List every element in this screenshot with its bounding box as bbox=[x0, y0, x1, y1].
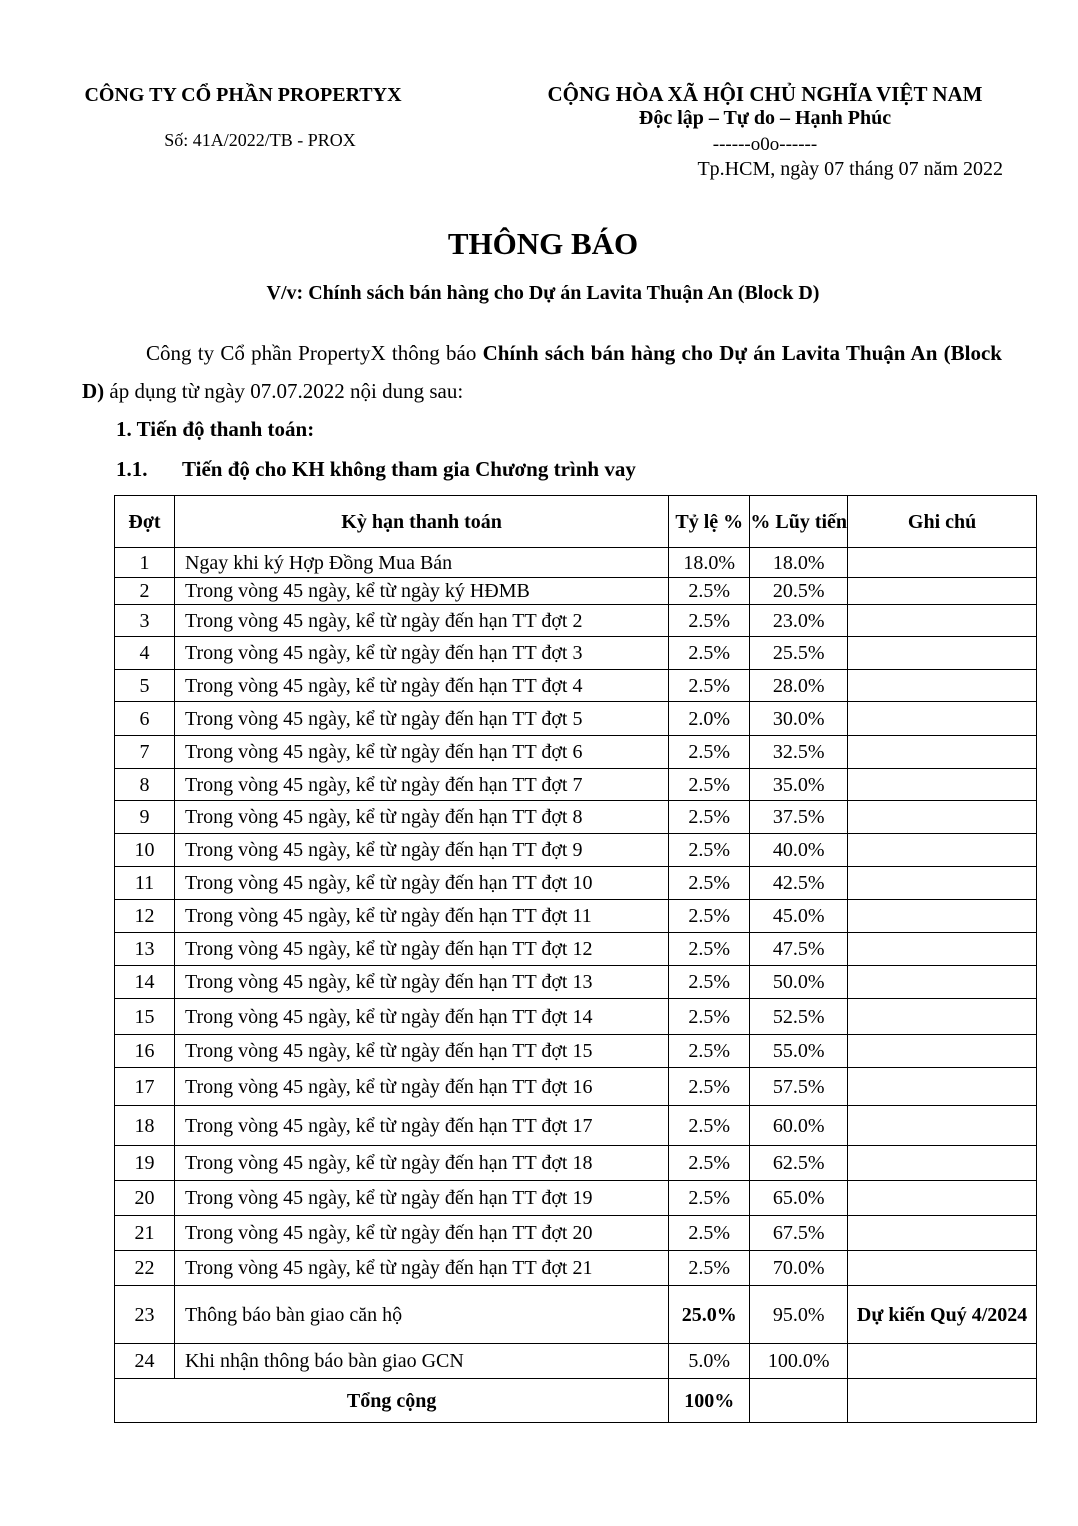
intro-text-2: áp dụng từ ngày 07.07.2022 nội dung sau: bbox=[104, 379, 464, 403]
national-motto: Độc lập – Tự do – Hạnh Phúc bbox=[638, 107, 892, 129]
cell-cumulative: 100.0% bbox=[750, 1344, 848, 1379]
cell-rate: 2.5% bbox=[669, 736, 750, 769]
cell-note bbox=[848, 966, 1037, 999]
cell-rate: 2.5% bbox=[669, 1068, 750, 1106]
cell-note bbox=[848, 670, 1037, 702]
document-subject: V/v: Chính sách bán hàng cho Dự án Lavita Thuận An (Block D) bbox=[266, 282, 820, 304]
cell-rate: 2.5% bbox=[669, 834, 750, 867]
cell-payment-term: Trong vòng 45 ngày, kể từ ngày đến hạn TT đợt 11 bbox=[174, 900, 668, 933]
subsection-title: Tiến độ cho KH không tham gia Chương trình vay bbox=[182, 457, 636, 481]
cell-note bbox=[848, 1181, 1037, 1216]
cell-cumulative: 55.0% bbox=[750, 1035, 848, 1068]
cell-installment: 10 bbox=[115, 834, 175, 867]
cell-cumulative: 52.5% bbox=[750, 999, 848, 1035]
table-total-row bbox=[115, 1379, 1037, 1423]
cell-installment: 20 bbox=[115, 1181, 175, 1216]
cell-rate: 2.5% bbox=[669, 1181, 750, 1216]
table-header-row bbox=[115, 496, 1037, 548]
cell-installment: 6 bbox=[115, 702, 175, 736]
cell-installment: 21 bbox=[115, 1216, 175, 1251]
cell-rate: 2.5% bbox=[669, 801, 750, 834]
cell-cumulative: 60.0% bbox=[750, 1106, 848, 1146]
table-row bbox=[115, 769, 1037, 801]
cell-note bbox=[848, 1035, 1037, 1068]
cell-note bbox=[848, 1344, 1037, 1379]
subsection-number: 1.1. bbox=[116, 457, 148, 481]
cell-payment-term: Trong vòng 45 ngày, kể từ ngày đến hạn TT đợt 2 bbox=[174, 605, 668, 637]
cell-installment: 16 bbox=[115, 1035, 175, 1068]
cell-installment: 5 bbox=[115, 670, 175, 702]
cell-cumulative: 37.5% bbox=[750, 801, 848, 834]
table-row bbox=[115, 670, 1037, 702]
cell-installment: 24 bbox=[115, 1344, 175, 1379]
cell-rate: 2.5% bbox=[669, 1035, 750, 1068]
cell-note bbox=[848, 1068, 1037, 1106]
header-payment-term: Kỳ hạn thanh toán bbox=[174, 496, 668, 548]
cell-installment: 23 bbox=[115, 1286, 175, 1344]
cell-installment: 4 bbox=[115, 637, 175, 670]
cell-installment: 8 bbox=[115, 769, 175, 801]
table-row bbox=[115, 1146, 1037, 1181]
cell-payment-term: Khi nhận thông báo bàn giao GCN bbox=[174, 1344, 668, 1379]
table-row bbox=[115, 578, 1037, 605]
cell-note bbox=[848, 801, 1037, 834]
cell-rate: 2.5% bbox=[669, 578, 750, 605]
table-row bbox=[115, 966, 1037, 999]
cell-installment: 17 bbox=[115, 1068, 175, 1106]
cell-note bbox=[848, 548, 1037, 578]
cell-payment-term: Trong vòng 45 ngày, kể từ ngày đến hạn TT đợt 3 bbox=[174, 637, 668, 670]
section-heading-payment-schedule: 1. Tiến độ thanh toán: bbox=[116, 417, 315, 441]
header-rate-label: Tỷ lệ % bbox=[675, 510, 744, 533]
table-row bbox=[115, 834, 1037, 867]
table-row bbox=[115, 637, 1037, 670]
cell-payment-term: Trong vòng 45 ngày, kể từ ngày đến hạn TT đợt 8 bbox=[174, 801, 668, 834]
cell-cumulative: 50.0% bbox=[750, 966, 848, 999]
cell-note bbox=[848, 900, 1037, 933]
cell-rate: 2.5% bbox=[669, 670, 750, 702]
subsection-heading bbox=[116, 457, 636, 482]
table-row bbox=[115, 1344, 1037, 1379]
table-row bbox=[115, 1035, 1037, 1068]
cell-rate: 2.5% bbox=[669, 999, 750, 1035]
cell-payment-term: Ngay khi ký Hợp Đồng Mua Bán bbox=[174, 548, 668, 578]
cell-note bbox=[848, 999, 1037, 1035]
table-row bbox=[115, 1286, 1037, 1344]
cell-rate: 2.5% bbox=[669, 1106, 750, 1146]
cell-installment: 14 bbox=[115, 966, 175, 999]
republic-heading: CỘNG HÒA XÃ HỘI CHỦ NGHĨA VIỆT NAM bbox=[547, 82, 983, 106]
cell-payment-term: Trong vòng 45 ngày, kể từ ngày đến hạn TT đợt 17 bbox=[174, 1106, 668, 1146]
header-note: Ghi chú bbox=[848, 496, 1037, 548]
intro-paragraph bbox=[82, 334, 1002, 410]
cell-payment-term: Trong vòng 45 ngày, kể từ ngày đến hạn TT đợt 15 bbox=[174, 1035, 668, 1068]
cell-rate: 2.5% bbox=[669, 1216, 750, 1251]
cell-rate: 5.0% bbox=[669, 1344, 750, 1379]
header-cumulative bbox=[750, 496, 848, 548]
cell-cumulative: 95.0% bbox=[750, 1286, 848, 1344]
cell-cumulative: 65.0% bbox=[750, 1181, 848, 1216]
cell-note bbox=[848, 637, 1037, 670]
cell-cumulative: 47.5% bbox=[750, 933, 848, 966]
cell-rate: 25.0% bbox=[669, 1286, 750, 1344]
cell-installment: 18 bbox=[115, 1106, 175, 1146]
cell-payment-term: Trong vòng 45 ngày, kể từ ngày ký HĐMB bbox=[174, 578, 668, 605]
cell-note bbox=[848, 867, 1037, 900]
cell-installment: 7 bbox=[115, 736, 175, 769]
payment-schedule-table bbox=[114, 495, 1037, 1423]
table-row bbox=[115, 605, 1037, 637]
cell-cumulative: 20.5% bbox=[750, 578, 848, 605]
cell-cumulative: 30.0% bbox=[750, 702, 848, 736]
cell-payment-term: Trong vòng 45 ngày, kể từ ngày đến hạn TT đợt 10 bbox=[174, 867, 668, 900]
cell-payment-term: Trong vòng 45 ngày, kể từ ngày đến hạn TT đợt 13 bbox=[174, 966, 668, 999]
total-label: Tổng cộng bbox=[115, 1379, 669, 1423]
cell-cumulative: 35.0% bbox=[750, 769, 848, 801]
cell-note bbox=[848, 702, 1037, 736]
cell-note bbox=[848, 1216, 1037, 1251]
cell-rate: 2.5% bbox=[669, 1146, 750, 1181]
cell-rate: 2.5% bbox=[669, 605, 750, 637]
cell-payment-term: Thông báo bàn giao căn hộ bbox=[174, 1286, 668, 1344]
cell-rate: 2.0% bbox=[669, 702, 750, 736]
table-row bbox=[115, 736, 1037, 769]
cell-installment: 13 bbox=[115, 933, 175, 966]
header-rate bbox=[669, 496, 750, 548]
cell-installment: 2 bbox=[115, 578, 175, 605]
cell-cumulative: 70.0% bbox=[750, 1251, 848, 1286]
cell-installment: 11 bbox=[115, 867, 175, 900]
table-row bbox=[115, 900, 1037, 933]
table-row bbox=[115, 1181, 1037, 1216]
table-row bbox=[115, 1106, 1037, 1146]
company-name: CÔNG TY CỔ PHẦN PROPERTYX bbox=[84, 84, 402, 106]
cell-cumulative: 40.0% bbox=[750, 834, 848, 867]
cell-installment: 9 bbox=[115, 801, 175, 834]
cell-note bbox=[848, 933, 1037, 966]
cell-cumulative: 32.5% bbox=[750, 736, 848, 769]
table-row bbox=[115, 867, 1037, 900]
decorative-divider: ------o0o------ bbox=[712, 134, 818, 155]
cell-note bbox=[848, 578, 1037, 605]
document-date: Tp.HCM, ngày 07 tháng 07 năm 2022 bbox=[697, 158, 1003, 180]
table-row bbox=[115, 1251, 1037, 1286]
cell-payment-term: Trong vòng 45 ngày, kể từ ngày đến hạn TT đợt 5 bbox=[174, 702, 668, 736]
cell-payment-term: Trong vòng 45 ngày, kể từ ngày đến hạn TT đợt 21 bbox=[174, 1251, 668, 1286]
table-row bbox=[115, 1216, 1037, 1251]
cell-rate: 18.0% bbox=[669, 548, 750, 578]
cell-payment-term: Trong vòng 45 ngày, kể từ ngày đến hạn TT đợt 6 bbox=[174, 736, 668, 769]
cell-payment-term: Trong vòng 45 ngày, kể từ ngày đến hạn TT đợt 16 bbox=[174, 1068, 668, 1106]
header-cumulative-label: % Lũy tiến bbox=[750, 510, 848, 533]
cell-rate: 2.5% bbox=[669, 933, 750, 966]
cell-rate: 2.5% bbox=[669, 1251, 750, 1286]
cell-payment-term: Trong vòng 45 ngày, kể từ ngày đến hạn TT đợt 9 bbox=[174, 834, 668, 867]
total-note-empty bbox=[848, 1379, 1037, 1423]
total-cumulative-empty bbox=[750, 1379, 848, 1423]
cell-payment-term: Trong vòng 45 ngày, kể từ ngày đến hạn TT đợt 14 bbox=[174, 999, 668, 1035]
cell-installment: 22 bbox=[115, 1251, 175, 1286]
cell-rate: 2.5% bbox=[669, 637, 750, 670]
table-row bbox=[115, 999, 1037, 1035]
document-number: Số: 41A/2022/TB - PROX bbox=[164, 130, 356, 150]
cell-payment-term: Trong vòng 45 ngày, kể từ ngày đến hạn TT đợt 4 bbox=[174, 670, 668, 702]
cell-rate: 2.5% bbox=[669, 966, 750, 999]
cell-note: Dự kiến Quý 4/2024 bbox=[848, 1286, 1037, 1344]
cell-note bbox=[848, 1106, 1037, 1146]
cell-note bbox=[848, 605, 1037, 637]
cell-payment-term: Trong vòng 45 ngày, kể từ ngày đến hạn TT đợt 20 bbox=[174, 1216, 668, 1251]
cell-cumulative: 67.5% bbox=[750, 1216, 848, 1251]
cell-cumulative: 62.5% bbox=[750, 1146, 848, 1181]
cell-cumulative: 23.0% bbox=[750, 605, 848, 637]
cell-note bbox=[848, 1146, 1037, 1181]
cell-rate: 2.5% bbox=[669, 867, 750, 900]
cell-note bbox=[848, 1251, 1037, 1286]
cell-cumulative: 57.5% bbox=[750, 1068, 848, 1106]
cell-cumulative: 25.5% bbox=[750, 637, 848, 670]
cell-installment: 12 bbox=[115, 900, 175, 933]
table-row bbox=[115, 548, 1037, 578]
table-body bbox=[115, 548, 1037, 1423]
table-row bbox=[115, 801, 1037, 834]
cell-payment-term: Trong vòng 45 ngày, kể từ ngày đến hạn TT đợt 18 bbox=[174, 1146, 668, 1181]
document-title: THÔNG BÁO bbox=[447, 226, 639, 261]
cell-cumulative: 45.0% bbox=[750, 900, 848, 933]
cell-rate: 2.5% bbox=[669, 900, 750, 933]
cell-installment: 1 bbox=[115, 548, 175, 578]
cell-installment: 3 bbox=[115, 605, 175, 637]
cell-cumulative: 18.0% bbox=[750, 548, 848, 578]
cell-note bbox=[848, 834, 1037, 867]
cell-cumulative: 28.0% bbox=[750, 670, 848, 702]
cell-payment-term: Trong vòng 45 ngày, kể từ ngày đến hạn TT đợt 12 bbox=[174, 933, 668, 966]
total-value: 100% bbox=[669, 1379, 750, 1423]
intro-text-bold: Chính sách bán hàng cho Dự án Lavita Thuận An (Block D) bbox=[82, 341, 1002, 403]
cell-installment: 19 bbox=[115, 1146, 175, 1181]
cell-cumulative: 42.5% bbox=[750, 867, 848, 900]
cell-payment-term: Trong vòng 45 ngày, kể từ ngày đến hạn TT đợt 7 bbox=[174, 769, 668, 801]
intro-text-1: Công ty Cổ phần PropertyX thông báo bbox=[146, 341, 483, 365]
table-row bbox=[115, 702, 1037, 736]
table-row bbox=[115, 1068, 1037, 1106]
cell-note bbox=[848, 769, 1037, 801]
header-installment: Đợt bbox=[115, 496, 175, 548]
cell-payment-term: Trong vòng 45 ngày, kể từ ngày đến hạn TT đợt 19 bbox=[174, 1181, 668, 1216]
cell-note bbox=[848, 736, 1037, 769]
cell-installment: 15 bbox=[115, 999, 175, 1035]
table-row bbox=[115, 933, 1037, 966]
cell-rate: 2.5% bbox=[669, 769, 750, 801]
